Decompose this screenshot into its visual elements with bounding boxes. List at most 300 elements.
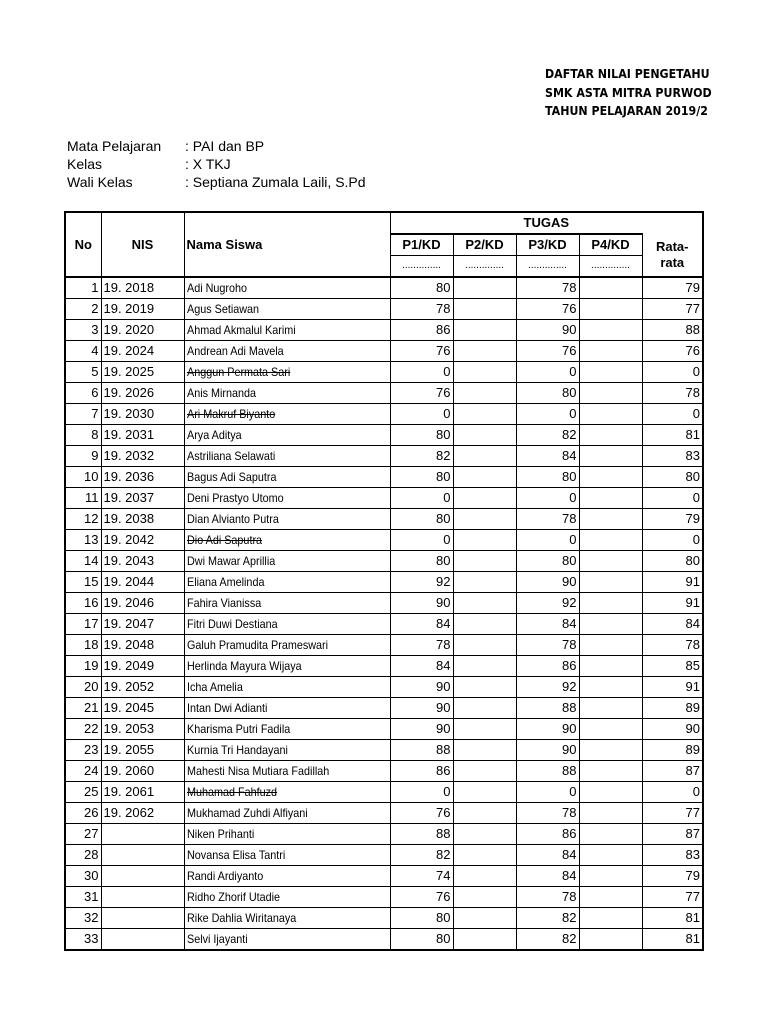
cell-p4: [579, 908, 642, 929]
cell-no: 24: [65, 761, 101, 782]
cell-no: 1: [65, 277, 101, 299]
col-no-header: No: [65, 212, 101, 277]
cell-p1: 76: [390, 383, 453, 404]
cell-p4: [579, 362, 642, 383]
cell-p4: [579, 509, 642, 530]
student-name: Dio Adi Saputra: [186, 533, 262, 547]
table-row: [65, 740, 703, 761]
student-name: Bagus Adi Saputra: [186, 470, 276, 484]
cell-nis: 19. 2036: [101, 467, 184, 488]
cell-name: [184, 887, 390, 908]
cell-name: [184, 698, 390, 719]
cell-p2: [453, 698, 516, 719]
cell-p4: [579, 887, 642, 908]
cell-avg: 90: [642, 719, 703, 740]
table-row: [65, 446, 703, 467]
cell-p3: 0: [516, 362, 579, 383]
cell-avg: 89: [642, 698, 703, 719]
cell-no: 18: [65, 635, 101, 656]
cell-nis: 19. 2052: [101, 677, 184, 698]
table-body: [65, 277, 703, 950]
cell-nis: [101, 866, 184, 887]
cell-nis: 19. 2024: [101, 341, 184, 362]
cell-p3: 82: [516, 929, 579, 951]
col-avg-line2: rata: [660, 255, 685, 270]
student-name: Galuh Pramudita Prameswari: [186, 638, 328, 652]
cell-p3: 76: [516, 299, 579, 320]
cell-p2: [453, 803, 516, 824]
student-name: Agus Setiawan: [186, 302, 259, 316]
cell-p4: [579, 929, 642, 951]
cell-p4: [579, 866, 642, 887]
cell-nis: 19. 2031: [101, 425, 184, 446]
cell-p1: 76: [390, 341, 453, 362]
cell-nis: 19. 2060: [101, 761, 184, 782]
subject-value: : PAI dan BP: [185, 138, 265, 154]
cell-no: 23: [65, 740, 101, 761]
student-name: Mukhamad Zuhdi Alfiyani: [186, 806, 308, 820]
cell-name: [184, 845, 390, 866]
cell-p1: 74: [390, 866, 453, 887]
student-name: Anis Mirnanda: [186, 386, 256, 400]
cell-p2: [453, 509, 516, 530]
cell-name: [184, 677, 390, 698]
cell-p3: 90: [516, 572, 579, 593]
cell-p3: 80: [516, 467, 579, 488]
cell-p2: [453, 299, 516, 320]
cell-nis: 19. 2037: [101, 488, 184, 509]
cell-nis: 19. 2032: [101, 446, 184, 467]
cell-p1: 0: [390, 782, 453, 803]
cell-p2: [453, 929, 516, 951]
cell-no: 14: [65, 551, 101, 572]
cell-nis: 19. 2055: [101, 740, 184, 761]
cell-no: 17: [65, 614, 101, 635]
cell-p4: [579, 740, 642, 761]
cell-p3: 78: [516, 887, 579, 908]
cell-p2: [453, 845, 516, 866]
cell-nis: 19. 2045: [101, 698, 184, 719]
col-p4-header: P4/KD: [579, 234, 642, 256]
cell-p1: 80: [390, 509, 453, 530]
table-row: [65, 824, 703, 845]
table-row: [65, 614, 703, 635]
cell-p4: [579, 824, 642, 845]
cell-p1: 82: [390, 446, 453, 467]
cell-no: 21: [65, 698, 101, 719]
cell-p1: 80: [390, 467, 453, 488]
cell-no: 26: [65, 803, 101, 824]
cell-name: [184, 929, 390, 951]
cell-p2: [453, 530, 516, 551]
cell-nis: 19. 2044: [101, 572, 184, 593]
table-row: [65, 383, 703, 404]
dots-p4: ..............: [579, 256, 642, 278]
cell-p3: 88: [516, 761, 579, 782]
student-name: Herlinda Mayura Wijaya: [186, 659, 302, 673]
cell-p1: 76: [390, 887, 453, 908]
cell-avg: 0: [642, 530, 703, 551]
cell-p3: 90: [516, 740, 579, 761]
cell-p3: 78: [516, 803, 579, 824]
cell-avg: 0: [642, 362, 703, 383]
table-row: [65, 572, 703, 593]
table-row: [65, 929, 703, 951]
student-name: Anggun Permata Sari: [186, 365, 290, 379]
cell-avg: 79: [642, 509, 703, 530]
cell-p2: [453, 320, 516, 341]
cell-p3: 78: [516, 509, 579, 530]
dots-p2: ..............: [453, 256, 516, 278]
cell-p4: [579, 614, 642, 635]
cell-no: 20: [65, 677, 101, 698]
cell-no: 30: [65, 866, 101, 887]
cell-p1: 80: [390, 277, 453, 299]
homeroom-value: : Septiana Zumala Laili, S.Pd: [185, 174, 366, 190]
cell-p1: 90: [390, 719, 453, 740]
cell-name: [184, 614, 390, 635]
cell-p2: [453, 362, 516, 383]
cell-avg: 77: [642, 887, 703, 908]
cell-nis: 19. 2049: [101, 656, 184, 677]
cell-p1: 78: [390, 635, 453, 656]
cell-p3: 92: [516, 677, 579, 698]
cell-p4: [579, 845, 642, 866]
cell-avg: 87: [642, 761, 703, 782]
cell-no: 13: [65, 530, 101, 551]
cell-p3: 84: [516, 446, 579, 467]
student-name: Mahesti Nisa Mutiara Fadillah: [186, 764, 329, 778]
school-name: SMK ASTA MITRA PURWOD: [545, 86, 712, 100]
class-value: : X TKJ: [185, 156, 231, 172]
cell-no: 6: [65, 383, 101, 404]
table-row: [65, 887, 703, 908]
cell-p1: 78: [390, 299, 453, 320]
cell-p2: [453, 425, 516, 446]
cell-name: [184, 803, 390, 824]
cell-nis: 19. 2038: [101, 509, 184, 530]
table-row: [65, 803, 703, 824]
school-year: TAHUN PELAJARAN 2019/2: [545, 104, 708, 118]
cell-name: [184, 635, 390, 656]
cell-p1: 88: [390, 824, 453, 845]
table-row: [65, 698, 703, 719]
table-row: [65, 866, 703, 887]
col-nis-header: NIS: [101, 212, 184, 277]
table-row: [65, 845, 703, 866]
cell-p3: 76: [516, 341, 579, 362]
cell-p2: [453, 488, 516, 509]
table-row: [65, 677, 703, 698]
cell-avg: 79: [642, 277, 703, 299]
cell-p3: 84: [516, 866, 579, 887]
subject-label: Mata Pelajaran: [67, 138, 162, 154]
cell-name: [184, 908, 390, 929]
table-row: [65, 488, 703, 509]
student-name: Randi Ardiyanto: [186, 869, 263, 883]
class-label: Kelas: [67, 156, 103, 172]
cell-p1: 0: [390, 530, 453, 551]
cell-no: 33: [65, 929, 101, 951]
student-name: Selvi Ijayanti: [186, 932, 248, 946]
cell-nis: 19. 2047: [101, 614, 184, 635]
cell-p4: [579, 467, 642, 488]
cell-nis: [101, 887, 184, 908]
report-title: DAFTAR NILAI PENGETAHU: [545, 67, 710, 81]
cell-name: [184, 740, 390, 761]
cell-name: [184, 362, 390, 383]
cell-p3: 86: [516, 824, 579, 845]
cell-name: [184, 782, 390, 803]
cell-p2: [453, 277, 516, 299]
table-row: [65, 656, 703, 677]
cell-p1: 80: [390, 425, 453, 446]
table-row: [65, 551, 703, 572]
cell-name: [184, 866, 390, 887]
cell-no: 32: [65, 908, 101, 929]
cell-p2: [453, 593, 516, 614]
cell-p3: 90: [516, 320, 579, 341]
cell-p1: 86: [390, 320, 453, 341]
table-row: [65, 635, 703, 656]
student-name: Niken Prihanti: [186, 827, 254, 841]
cell-avg: 81: [642, 908, 703, 929]
cell-no: 19: [65, 656, 101, 677]
cell-p4: [579, 761, 642, 782]
tugas-group-header: TUGAS: [390, 212, 703, 234]
student-name: Fitri Duwi Destiana: [186, 617, 278, 631]
cell-nis: 19. 2062: [101, 803, 184, 824]
student-name: Kharisma Putri Fadila: [186, 722, 290, 736]
cell-p3: 84: [516, 614, 579, 635]
cell-p4: [579, 593, 642, 614]
cell-p3: 80: [516, 383, 579, 404]
cell-name: [184, 446, 390, 467]
cell-name: [184, 488, 390, 509]
cell-name: [184, 299, 390, 320]
cell-p2: [453, 719, 516, 740]
cell-name: [184, 824, 390, 845]
cell-no: 31: [65, 887, 101, 908]
cell-p2: [453, 467, 516, 488]
cell-avg: 85: [642, 656, 703, 677]
cell-p4: [579, 803, 642, 824]
cell-p2: [453, 404, 516, 425]
table-row: [65, 719, 703, 740]
cell-no: 7: [65, 404, 101, 425]
cell-p4: [579, 677, 642, 698]
cell-no: 27: [65, 824, 101, 845]
cell-p4: [579, 572, 642, 593]
cell-nis: 19. 2025: [101, 362, 184, 383]
cell-name: [184, 719, 390, 740]
cell-name: [184, 320, 390, 341]
table-row: [65, 299, 703, 320]
cell-name: [184, 277, 390, 299]
student-name: Ridho Zhorif Utadie: [186, 890, 280, 904]
cell-nis: 19. 2043: [101, 551, 184, 572]
cell-p2: [453, 866, 516, 887]
table-row: [65, 908, 703, 929]
cell-avg: 78: [642, 383, 703, 404]
student-name: Rike Dahlia Wiritanaya: [186, 911, 296, 925]
cell-p1: 90: [390, 698, 453, 719]
cell-name: [184, 530, 390, 551]
cell-nis: [101, 929, 184, 951]
cell-p2: [453, 908, 516, 929]
table-row: [65, 277, 703, 299]
col-name-header: Nama Siswa: [184, 212, 390, 277]
table-row: [65, 509, 703, 530]
cell-name: [184, 551, 390, 572]
cell-p1: 84: [390, 656, 453, 677]
cell-avg: 91: [642, 572, 703, 593]
cell-no: 12: [65, 509, 101, 530]
cell-p3: 82: [516, 425, 579, 446]
cell-no: 25: [65, 782, 101, 803]
cell-p3: 90: [516, 719, 579, 740]
cell-p1: 86: [390, 761, 453, 782]
cell-p4: [579, 341, 642, 362]
cell-nis: 19. 2061: [101, 782, 184, 803]
student-name: Astriliana Selawati: [186, 449, 275, 463]
table-row: [65, 341, 703, 362]
cell-p3: 78: [516, 635, 579, 656]
cell-p4: [579, 425, 642, 446]
cell-p2: [453, 572, 516, 593]
cell-no: 15: [65, 572, 101, 593]
cell-avg: 83: [642, 845, 703, 866]
cell-no: 2: [65, 299, 101, 320]
cell-p2: [453, 740, 516, 761]
cell-p4: [579, 383, 642, 404]
homeroom-label: Wali Kelas: [67, 174, 133, 190]
cell-nis: [101, 845, 184, 866]
cell-name: [184, 467, 390, 488]
cell-p1: 76: [390, 803, 453, 824]
table-row: [65, 320, 703, 341]
student-name: Dwi Mawar Aprillia: [186, 554, 275, 568]
cell-p4: [579, 277, 642, 299]
student-name: Kurnia Tri Handayani: [186, 743, 288, 757]
cell-p3: 86: [516, 656, 579, 677]
cell-avg: 91: [642, 677, 703, 698]
cell-avg: 0: [642, 488, 703, 509]
cell-avg: 77: [642, 803, 703, 824]
cell-p4: [579, 446, 642, 467]
student-name: Dian Alvianto Putra: [186, 512, 279, 526]
student-name: Fahira Vianissa: [186, 596, 261, 610]
cell-p4: [579, 551, 642, 572]
cell-avg: 81: [642, 425, 703, 446]
cell-avg: 89: [642, 740, 703, 761]
cell-avg: 83: [642, 446, 703, 467]
cell-no: 5: [65, 362, 101, 383]
cell-avg: 80: [642, 467, 703, 488]
cell-nis: 19. 2018: [101, 277, 184, 299]
cell-p1: 0: [390, 488, 453, 509]
cell-p3: 0: [516, 404, 579, 425]
cell-p2: [453, 677, 516, 698]
cell-p3: 80: [516, 551, 579, 572]
cell-name: [184, 593, 390, 614]
cell-p1: 80: [390, 551, 453, 572]
cell-no: 10: [65, 467, 101, 488]
cell-p3: 78: [516, 277, 579, 299]
cell-no: 3: [65, 320, 101, 341]
cell-no: 8: [65, 425, 101, 446]
cell-nis: 19. 2053: [101, 719, 184, 740]
cell-p4: [579, 698, 642, 719]
cell-name: [184, 383, 390, 404]
cell-p3: 88: [516, 698, 579, 719]
cell-avg: 87: [642, 824, 703, 845]
cell-p2: [453, 824, 516, 845]
cell-p2: [453, 656, 516, 677]
cell-avg: 0: [642, 404, 703, 425]
cell-avg: 78: [642, 635, 703, 656]
col-p1-header: P1/KD: [390, 234, 453, 256]
cell-name: [184, 404, 390, 425]
cell-p1: 88: [390, 740, 453, 761]
col-p2-header: P2/KD: [453, 234, 516, 256]
student-name: Eliana Amelinda: [186, 575, 264, 589]
cell-nis: 19. 2046: [101, 593, 184, 614]
cell-p2: [453, 383, 516, 404]
cell-avg: 84: [642, 614, 703, 635]
cell-name: [184, 761, 390, 782]
table-row: [65, 467, 703, 488]
cell-p3: 82: [516, 908, 579, 929]
student-name: Andrean Adi Mavela: [186, 344, 284, 358]
cell-avg: 77: [642, 299, 703, 320]
cell-nis: 19. 2048: [101, 635, 184, 656]
cell-p2: [453, 761, 516, 782]
dots-p3: ..............: [516, 256, 579, 278]
cell-no: 11: [65, 488, 101, 509]
student-name: Ari Makruf Biyanto: [186, 407, 275, 421]
cell-avg: 80: [642, 551, 703, 572]
table-row: [65, 362, 703, 383]
table-row: [65, 530, 703, 551]
cell-p2: [453, 887, 516, 908]
cell-p2: [453, 782, 516, 803]
cell-p4: [579, 719, 642, 740]
table-row: [65, 761, 703, 782]
cell-p4: [579, 656, 642, 677]
cell-p4: [579, 635, 642, 656]
cell-p4: [579, 488, 642, 509]
cell-nis: 19. 2030: [101, 404, 184, 425]
cell-p2: [453, 635, 516, 656]
cell-p2: [453, 341, 516, 362]
cell-nis: [101, 908, 184, 929]
table-row: [65, 425, 703, 446]
cell-p2: [453, 446, 516, 467]
cell-p1: 80: [390, 929, 453, 951]
student-name: Ahmad Akmalul Karimi: [186, 323, 296, 337]
cell-nis: [101, 824, 184, 845]
student-name: Adi Nugroho: [186, 281, 247, 295]
cell-no: 22: [65, 719, 101, 740]
cell-avg: 79: [642, 866, 703, 887]
cell-p2: [453, 551, 516, 572]
student-name: Intan Dwi Adianti: [186, 701, 267, 715]
cell-p3: 0: [516, 488, 579, 509]
cell-p1: 84: [390, 614, 453, 635]
cell-nis: 19. 2020: [101, 320, 184, 341]
col-p3-header: P3/KD: [516, 234, 579, 256]
